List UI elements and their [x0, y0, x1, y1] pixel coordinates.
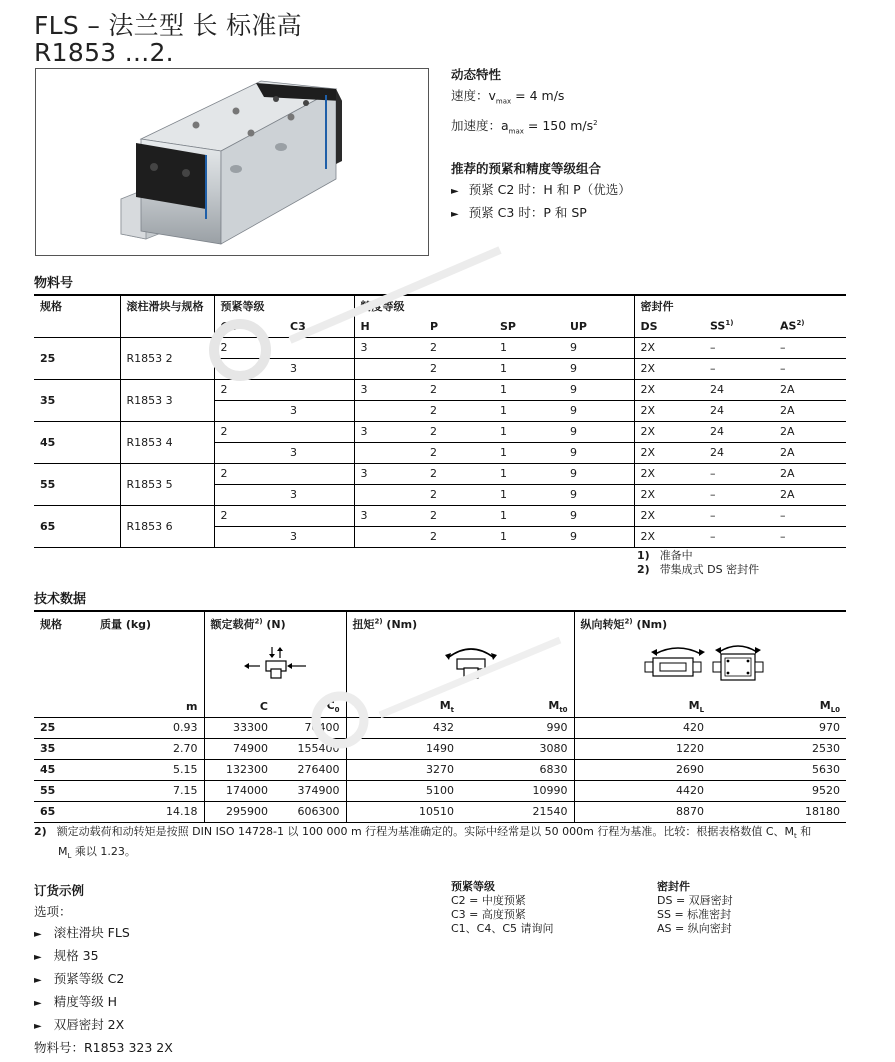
as-cell: 2A — [774, 463, 846, 484]
ss-cell: 24 — [704, 421, 774, 442]
sub-as: AS$^{2)}$ — [774, 316, 846, 337]
speed-sub: max — [495, 97, 512, 106]
ss-cell: – — [704, 358, 774, 379]
ds-cell: 2X — [634, 358, 704, 379]
seal-legend-line: DS = 双唇密封 — [657, 894, 733, 907]
footnote: 1) 准备中 — [637, 549, 693, 562]
h-cell — [354, 358, 424, 379]
accel-label: 加速度：a — [451, 117, 509, 133]
tcol-size: 规格 — [34, 611, 94, 632]
sym-mt: $M_t$ — [346, 696, 460, 717]
ml-cell: 2690 — [574, 759, 710, 780]
as-cell: 2A — [774, 379, 846, 400]
ds-cell: 2X — [634, 400, 704, 421]
p-cell: 2 — [424, 526, 494, 547]
c-cell: 74900 — [204, 738, 274, 759]
material-row — [34, 505, 846, 526]
block-cell: R1853 3 — [120, 379, 214, 421]
preload-legend — [451, 880, 554, 936]
material-row — [34, 463, 846, 484]
preload-legend-line: C2 = 中度预紧 — [451, 894, 526, 907]
size-cell: 35 — [34, 379, 120, 421]
sub-c3: C3 — [284, 316, 354, 337]
c3-cell: 3 — [284, 358, 354, 379]
dynamics-heading: 动态特性 — [451, 67, 502, 82]
seal-legend-line: AS = 纵向密封 — [657, 922, 732, 935]
h-cell — [354, 526, 424, 547]
c2-cell — [214, 442, 284, 463]
load-diagram — [204, 632, 346, 696]
as-cell: – — [774, 505, 846, 526]
mt0-cell: 10990 — [460, 780, 574, 801]
as-cell: 2A — [774, 484, 846, 505]
size-cell: 25 — [34, 337, 120, 379]
p-cell: 2 — [424, 442, 494, 463]
c2-cell — [214, 400, 284, 421]
product-image — [35, 68, 429, 256]
ss-cell: – — [704, 484, 774, 505]
as-cell: 2A — [774, 400, 846, 421]
sub-sp: SP — [494, 316, 564, 337]
mt0-cell: 21540 — [460, 801, 574, 822]
block-cell: R1853 2 — [120, 337, 214, 379]
sp-cell: 1 — [494, 358, 564, 379]
c3-cell: 3 — [284, 442, 354, 463]
sp-cell: 1 — [494, 484, 564, 505]
accel-line — [451, 113, 631, 143]
tech-row — [34, 780, 846, 801]
tcol-long: 纵向转矩$^{2)}$ (Nm) — [574, 611, 846, 632]
ds-cell: 2X — [634, 421, 704, 442]
p-cell: 2 — [424, 400, 494, 421]
h-cell: 3 — [354, 463, 424, 484]
ss-cell: – — [704, 526, 774, 547]
block-cell: R1853 5 — [120, 463, 214, 505]
size-cell: 65 — [34, 505, 120, 547]
tech-note: 2) 额定动载荷和动转矩是按照 DIN ISO 14728-1 以 100 000 m 行程为基准确定的。实际中经常是以 50 000m 行程为基准。比较：根据表格数值 C、$M_t$ 和 $M_L$ 乘以 1.23。 — [34, 825, 812, 861]
c0-cell: 155400 — [274, 738, 346, 759]
sp-cell: 1 — [494, 379, 564, 400]
m-cell: 14.18 — [94, 801, 204, 822]
c3-cell: 3 — [284, 526, 354, 547]
material-heading: 物料号 — [34, 276, 74, 291]
ml0-cell: 5630 — [710, 759, 846, 780]
dynamics-section — [451, 64, 631, 225]
p-cell: 2 — [424, 379, 494, 400]
ss-cell: 24 — [704, 400, 774, 421]
c3-cell — [284, 337, 354, 358]
p-cell: 2 — [424, 484, 494, 505]
size-cell: 35 — [34, 738, 94, 759]
page-title: FLS – 法兰型 长 标准高 — [34, 11, 302, 40]
up-cell: 9 — [564, 442, 634, 463]
c3-cell: 3 — [284, 484, 354, 505]
tech-row — [34, 717, 846, 738]
ml0-cell: 970 — [710, 717, 846, 738]
h-cell — [354, 442, 424, 463]
ml0-cell: 2530 — [710, 738, 846, 759]
up-cell: 9 — [564, 484, 634, 505]
m-cell: 5.15 — [94, 759, 204, 780]
load-direction-icon — [240, 643, 310, 683]
c3-cell: 3 — [284, 400, 354, 421]
h-cell — [354, 484, 424, 505]
part-number: 物料号：R1853 323 2X — [34, 1040, 173, 1055]
up-cell: 9 — [564, 358, 634, 379]
up-cell: 9 — [564, 337, 634, 358]
seal-legend-heading: 密封件 — [657, 880, 690, 893]
c0-cell: 374900 — [274, 780, 346, 801]
sp-cell: 1 — [494, 400, 564, 421]
col-accuracy: 精度等级 — [354, 295, 634, 316]
sub-ss: SS$^{1)}$ — [704, 316, 774, 337]
col-block: 滚柱滑块与规格 — [120, 295, 214, 316]
tech-row — [34, 738, 846, 759]
sub-ds: DS — [634, 316, 704, 337]
order-heading: 订货示例 — [34, 883, 85, 898]
p-cell: 2 — [424, 505, 494, 526]
p-cell: 2 — [424, 358, 494, 379]
order-item: ► 预紧等级 C2 — [34, 968, 173, 991]
material-table — [34, 294, 846, 548]
c2-cell — [214, 526, 284, 547]
speed-line — [451, 85, 631, 113]
p-cell: 2 — [424, 421, 494, 442]
accel-sub: max — [508, 127, 524, 136]
c0-cell: 276400 — [274, 759, 346, 780]
c2-cell: 2 — [214, 337, 284, 358]
c2-cell: 2 — [214, 463, 284, 484]
ss-cell: – — [704, 505, 774, 526]
speed-value: = 4 m/s — [511, 88, 565, 103]
mt-cell: 432 — [346, 717, 460, 738]
options-label: 选项： — [34, 904, 72, 919]
seal-legend-line: SS = 标准密封 — [657, 908, 732, 921]
up-cell: 9 — [564, 379, 634, 400]
longitudinal-moment-icon — [643, 638, 773, 688]
combo-heading: 推荐的预紧和精度等级组合 — [451, 161, 602, 177]
sym-ml0: $M_{L0}$ — [710, 696, 846, 717]
c2-cell: 2 — [214, 505, 284, 526]
up-cell: 9 — [564, 526, 634, 547]
up-cell: 9 — [564, 400, 634, 421]
order-item: ► 滚柱滑块 FLS — [34, 922, 173, 945]
preload-legend-line: C3 = 高度预紧 — [451, 908, 526, 921]
mt-cell: 3270 — [346, 759, 460, 780]
torque-rotation-icon — [441, 643, 501, 683]
h-cell: 3 — [354, 421, 424, 442]
torque-diagram — [346, 632, 574, 696]
c0-cell: 606300 — [274, 801, 346, 822]
size-cell: 65 — [34, 801, 94, 822]
c-cell: 33300 — [204, 717, 274, 738]
tech-row — [34, 801, 846, 822]
tech-table — [34, 610, 846, 823]
sym-m: m — [94, 696, 204, 717]
ml-cell: 8870 — [574, 801, 710, 822]
long-diagram — [574, 632, 846, 696]
sp-cell: 1 — [494, 421, 564, 442]
as-cell: 2A — [774, 421, 846, 442]
sp-cell: 1 — [494, 463, 564, 484]
ds-cell: 2X — [634, 337, 704, 358]
c2-cell — [214, 358, 284, 379]
ss-cell: 24 — [704, 379, 774, 400]
speed-label: 速度：v — [451, 88, 496, 103]
order-example — [34, 880, 173, 1058]
as-cell: 2A — [774, 442, 846, 463]
preload-legend-line: C1、C4、C5 请询问 — [451, 922, 554, 935]
material-row — [34, 337, 846, 358]
ml0-cell: 9520 — [710, 780, 846, 801]
size-cell: 55 — [34, 780, 94, 801]
c-cell: 132300 — [204, 759, 274, 780]
m-cell: 7.15 — [94, 780, 204, 801]
ss-cell: – — [704, 463, 774, 484]
ss-cell: 24 — [704, 442, 774, 463]
c3-cell — [284, 505, 354, 526]
sub-c2: C2 — [214, 316, 284, 337]
m-cell: 0.93 — [94, 717, 204, 738]
ds-cell: 2X — [634, 463, 704, 484]
seal-legend — [657, 880, 733, 936]
ds-cell: 2X — [634, 484, 704, 505]
ml0-cell: 18180 — [710, 801, 846, 822]
ds-cell: 2X — [634, 442, 704, 463]
c3-cell — [284, 421, 354, 442]
p-cell: 2 — [424, 337, 494, 358]
ds-cell: 2X — [634, 379, 704, 400]
mt-cell: 10510 — [346, 801, 460, 822]
size-cell: 45 — [34, 421, 120, 463]
size-cell: 25 — [34, 717, 94, 738]
footnote: 2) 带集成式 DS 密封件 — [637, 563, 760, 576]
c3-cell — [284, 379, 354, 400]
combo-item: ► 预紧 C3 时：P 和 SP — [451, 202, 631, 225]
order-item: ► 规格 35 — [34, 945, 173, 968]
h-cell: 3 — [354, 505, 424, 526]
ds-cell: 2X — [634, 526, 704, 547]
up-cell: 9 — [564, 505, 634, 526]
ds-cell: 2X — [634, 505, 704, 526]
c2-cell: 2 — [214, 379, 284, 400]
mt-cell: 5100 — [346, 780, 460, 801]
sym-mt0: $M_{t0}$ — [460, 696, 574, 717]
sym-c0: $C_0$ — [274, 696, 346, 717]
accel-value: = 150 m/s — [523, 117, 594, 133]
sym-ml: $M_L$ — [574, 696, 710, 717]
accel-sup: 2 — [593, 118, 598, 127]
tcol-mass: 质量 (kg) — [94, 611, 204, 632]
sub-up: UP — [564, 316, 634, 337]
c2-cell — [214, 484, 284, 505]
material-footnotes — [637, 549, 759, 577]
sym-c: C — [204, 696, 274, 717]
order-item: ► 双唇密封 2X — [34, 1014, 173, 1037]
col-seal: 密封件 — [634, 295, 846, 316]
tech-heading: 技术数据 — [34, 592, 87, 607]
sp-cell: 1 — [494, 337, 564, 358]
c-cell: 295900 — [204, 801, 274, 822]
as-cell: – — [774, 526, 846, 547]
roller-runner-block-illustration — [36, 69, 428, 255]
sp-cell: 1 — [494, 442, 564, 463]
up-cell: 9 — [564, 463, 634, 484]
material-row — [34, 379, 846, 400]
as-cell: – — [774, 358, 846, 379]
col-preload: 预紧等级 — [214, 295, 354, 316]
size-cell: 55 — [34, 463, 120, 505]
p-cell: 2 — [424, 463, 494, 484]
ml-cell: 4420 — [574, 780, 710, 801]
material-row — [34, 421, 846, 442]
h-cell — [354, 400, 424, 421]
h-cell: 3 — [354, 379, 424, 400]
up-cell: 9 — [564, 421, 634, 442]
combo-item: ► 预紧 C2 时：H 和 P（优选） — [451, 179, 631, 202]
ml-cell: 1220 — [574, 738, 710, 759]
sub-h: H — [354, 316, 424, 337]
block-cell: R1853 4 — [120, 421, 214, 463]
c3-cell — [284, 463, 354, 484]
ml-cell: 420 — [574, 717, 710, 738]
c0-cell: 76400 — [274, 717, 346, 738]
mt0-cell: 6830 — [460, 759, 574, 780]
h-cell: 3 — [354, 337, 424, 358]
mt0-cell: 990 — [460, 717, 574, 738]
as-cell: – — [774, 337, 846, 358]
mt-cell: 1490 — [346, 738, 460, 759]
preload-legend-heading: 预紧等级 — [451, 880, 495, 893]
col-size: 规格 — [34, 295, 120, 316]
size-cell: 45 — [34, 759, 94, 780]
m-cell: 2.70 — [94, 738, 204, 759]
c2-cell: 2 — [214, 421, 284, 442]
ss-cell: – — [704, 337, 774, 358]
mt0-cell: 3080 — [460, 738, 574, 759]
tcol-torque: 扭矩$^{2)}$ (Nm) — [346, 611, 574, 632]
tech-row — [34, 759, 846, 780]
block-cell: R1853 6 — [120, 505, 214, 547]
tcol-load: 额定载荷$^{2)}$ (N) — [204, 611, 346, 632]
sub-p: P — [424, 316, 494, 337]
order-item: ► 精度等级 H — [34, 991, 173, 1014]
c-cell: 174000 — [204, 780, 274, 801]
series-number: R1853 ...2. — [34, 38, 174, 67]
sp-cell: 1 — [494, 505, 564, 526]
sp-cell: 1 — [494, 526, 564, 547]
